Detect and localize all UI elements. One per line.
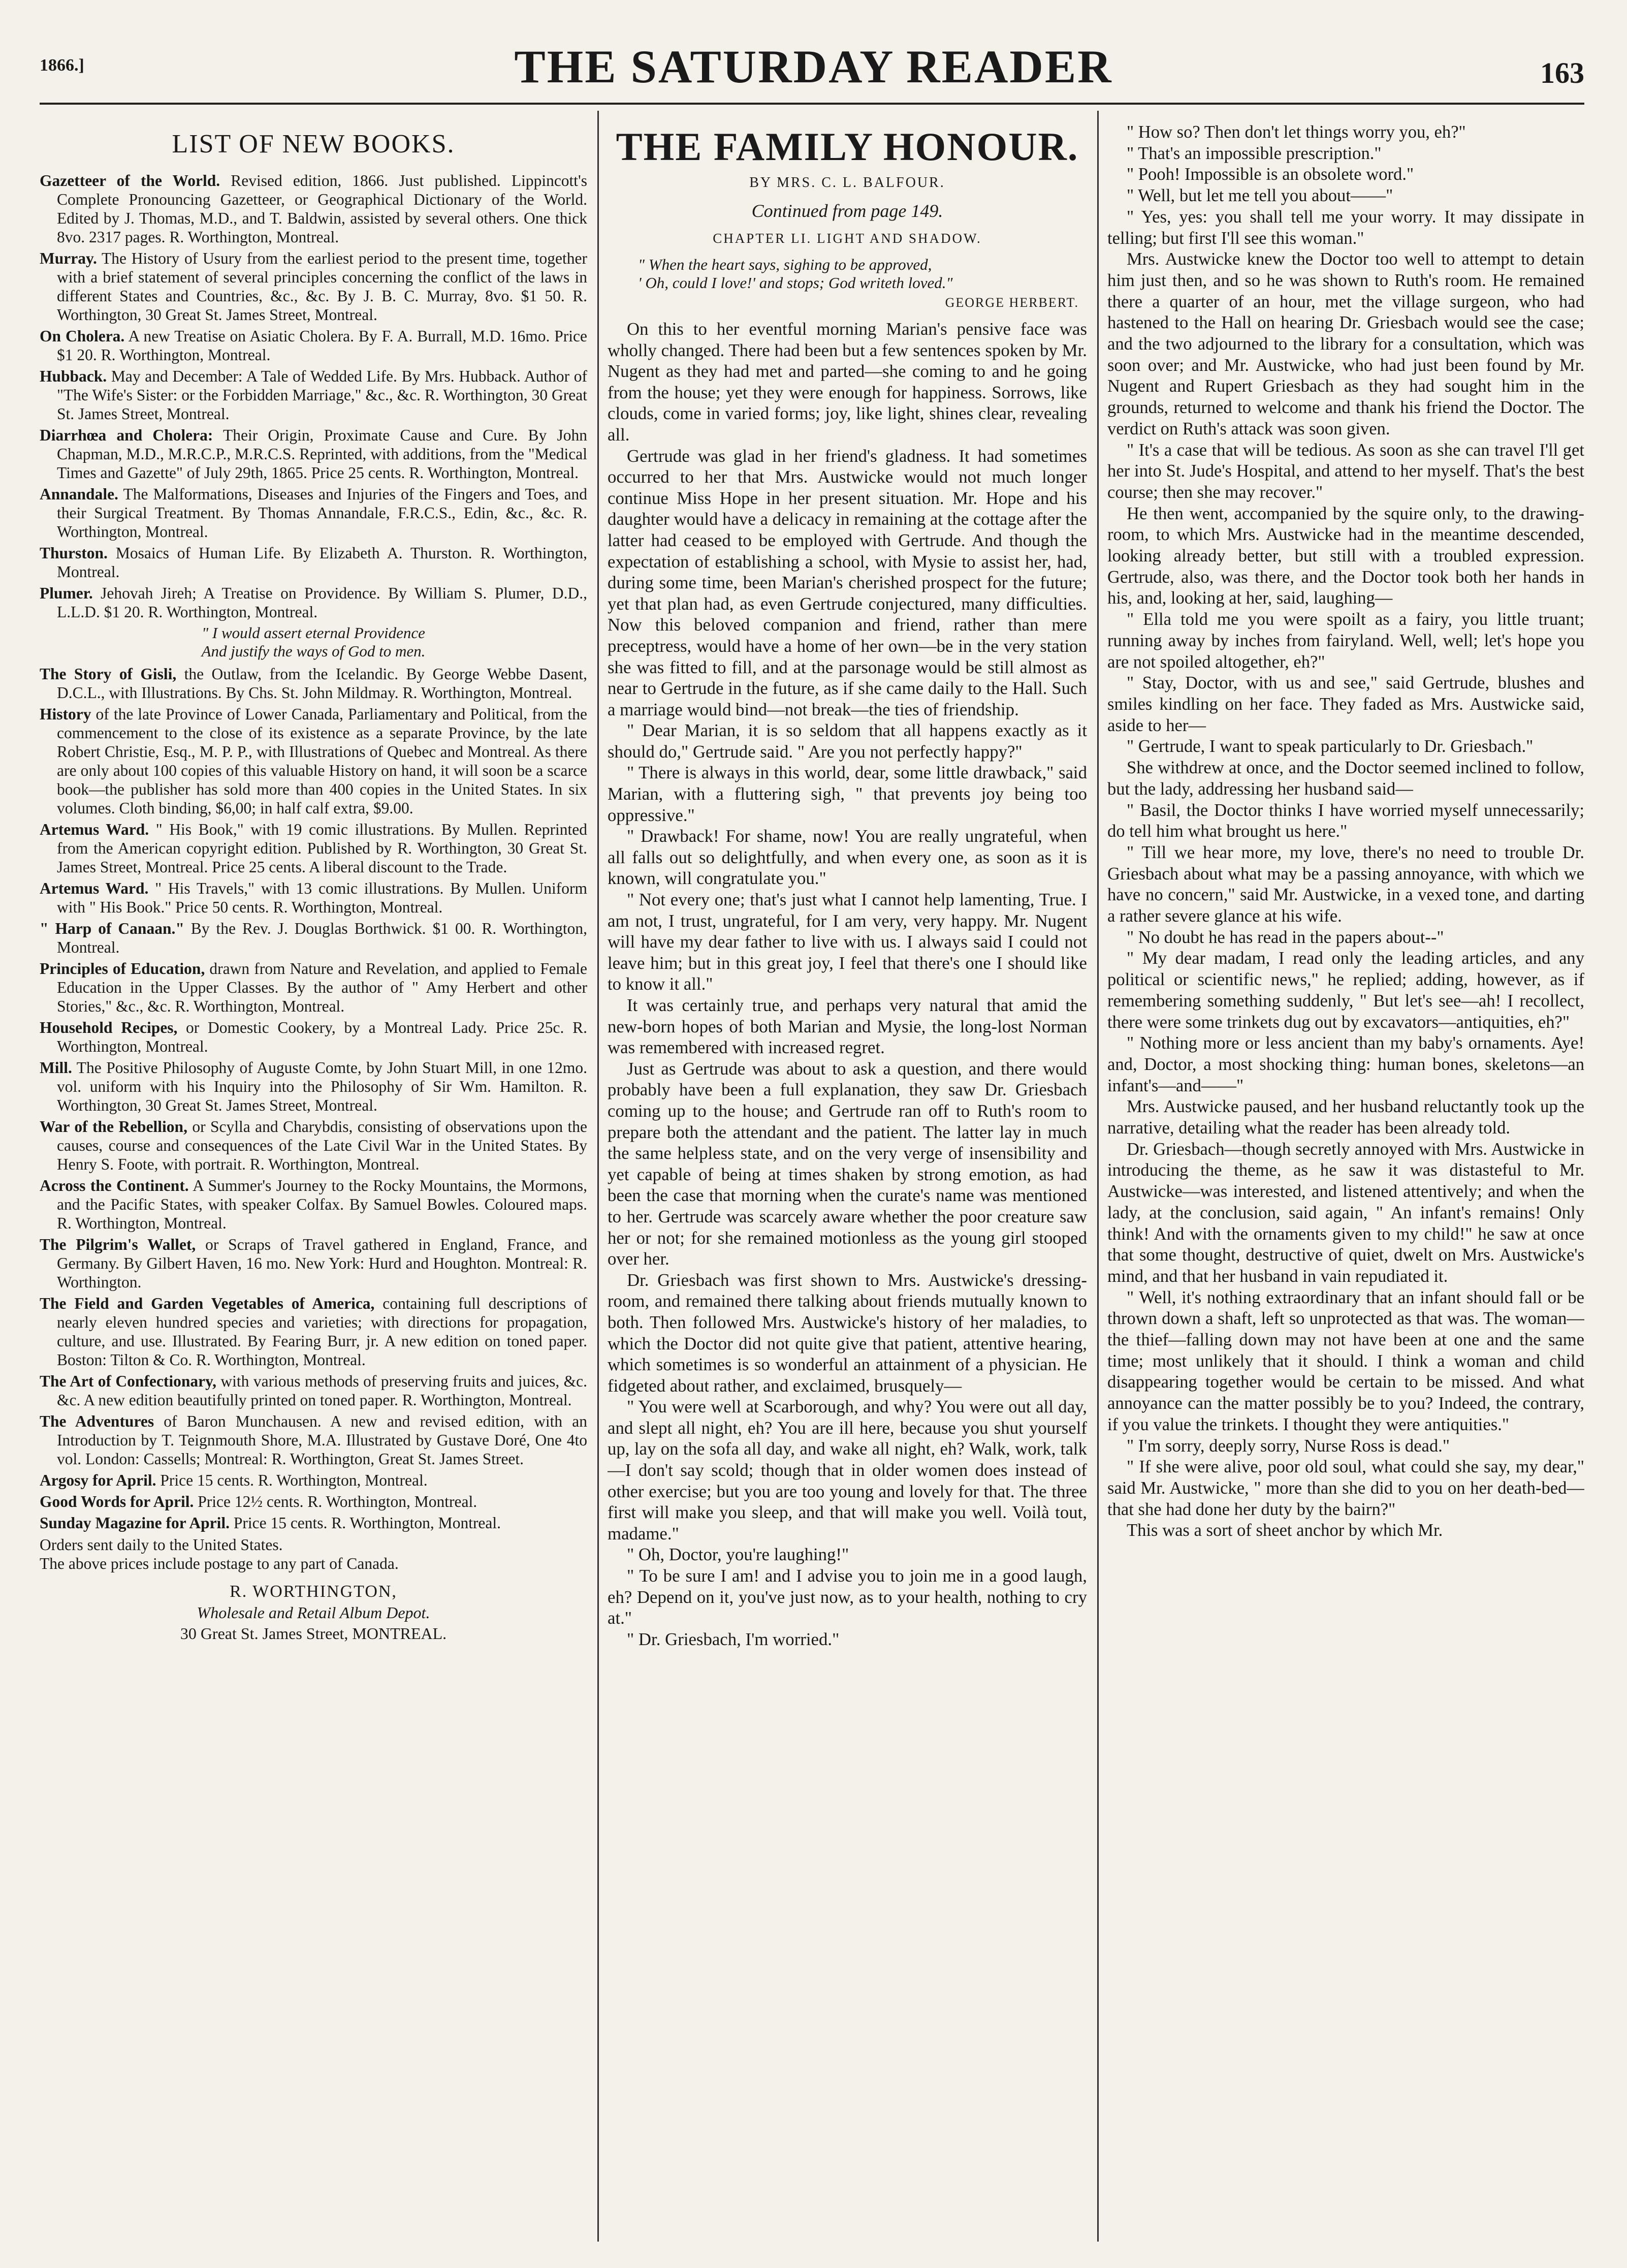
book-entry-text: The Malformations, Diseases and Injuries of the Fingers and Toes, and their Surgical Treatment. By Thomas Annandale, F.R.C.S., Edin, &c., &c. R. Worthington, Montreal.	[57, 485, 587, 541]
story-paragraph: " Stay, Doctor, with us and see," said Gertrude, blushes and smiles kindling on her face. They faded as Mrs. Austwicke said, aside to her—	[1107, 673, 1584, 735]
book-entry-head: Sunday Magazine for April.	[40, 1514, 230, 1532]
book-entry	[40, 1235, 587, 1292]
book-entry-head: Hubback.	[40, 367, 107, 385]
story-paragraph: " Basil, the Doctor thinks I have worried myself unnecessarily; do tell him what brought us here."	[1107, 800, 1584, 841]
story-paragraphs-continued	[1107, 122, 1584, 1541]
story-paragraph: " Drawback! For shame, now! You are really ungrateful, when all falls out so delightfully, and when every one, as soon as it is known, will congratulate you."	[608, 826, 1087, 889]
column-divider-1	[597, 111, 599, 2242]
verse-line: And justify the ways of God to men.	[201, 642, 426, 660]
story-paragraph: He then went, accompanied by the squire only, to the drawing-room, to which Mrs. Austwicke had in the meantime descended, looking already better, but still with a troubled expression. Gertrude, also, was there, and the Doctor took both her hands in his, and, looking at her, said, laughing—	[1107, 503, 1584, 608]
book-entry	[40, 327, 587, 364]
signature-name: R. WORTHINGTON,	[230, 1582, 397, 1601]
book-entry-head: Plumer.	[40, 584, 93, 602]
book-entry-text: of Baron Munchausen. A new and revised edition, with an Introduction by T. Teignmouth Shore, M.A. Illustrated by Gustave Doré, One 4to vol. London: Cassells; Montreal: R. Worthington, Great St. James Street.	[57, 1412, 587, 1468]
story-paragraph: " Nothing more or less ancient than my baby's ornaments. Aye! and, Doctor, a most shocking thing: human bones, skeletons—an infant's—and——"	[1107, 1033, 1584, 1095]
book-entry-head: The Story of Gisli,	[40, 665, 177, 683]
verse-line: " I would assert eternal Providence	[202, 624, 425, 642]
page-header	[0, 0, 1627, 107]
story-continued-column	[1107, 122, 1584, 2248]
book-entry-text: A Summer's Journey to the Rocky Mountains, the Mormons, and the Pacific States, with speaker Colfax. By Samuel Bowles. Coloured maps. R. Worthington, Montreal.	[57, 1177, 587, 1232]
story-paragraph: " Till we hear more, my love, there's no need to trouble Dr. Griesbach about what may be a passing annoyance, with which we have no concern," said Mr. Austwicke, in a vexed tone, and darting a rather severe glance at his wife.	[1107, 842, 1584, 926]
book-list-entries-continued	[40, 665, 587, 1532]
book-entry	[40, 584, 587, 621]
story-paragraph: On this to her eventful morning Marian's pensive face was wholly changed. There had been but a few sentences spoken by Mr. Nugent as they had met and parted—she coming to and he going from the house; yet they were enough for happiness. Sorrows, like clouds, come in varied forms; joy, like light, shines clear, revealing all.	[608, 319, 1087, 445]
story-paragraph: Gertrude was glad in her friend's gladness. It had sometimes occurred to her that Mrs. Austwicke would not much longer continue Miss Hope in her present situation. Mr. Hope and his daughter would have a delicacy in remaining at the cottage after the latter had ceased to be employed with Gertrude. And though the expectation of establishing a school, with Mysie to assist her, had, during some time, been Marian's cherished prospect for the future; yet that plan had, as even Gertrude conjectured, many difficulties. Now this beloved companion and friend, rather than mere preceptress, would have a home of her own—be in the very station she was fitted to fill, and at the parsonage would be still almost as near to Gertrude in the future, as if she came daily to the Hall. Such a marriage would bind—not break—the ties of friendship.	[608, 446, 1087, 719]
book-entry-head: " Harp of Canaan."	[40, 920, 184, 937]
header-rule	[40, 103, 1584, 105]
story-paragraph: " You were well at Scarborough, and why? You were out all day, and slept all night, eh? You are ill here, because you shut yourself up, lay on the sofa all day, and wake all night, eh? Walk, work, talk—I don't say scold; though that in older women does instead of other exercise; but you are too young and lovely for that. The three first will make you sleep, and that will make you well. Voilà tout, madame."	[608, 1397, 1087, 1544]
book-entry	[40, 1514, 587, 1532]
book-entry-text: Price 15 cents. R. Worthington, Montreal.	[156, 1471, 428, 1489]
story-paragraph: " How so? Then don't let things worry you, eh?"	[1127, 122, 1466, 142]
story-paragraph: " No doubt he has read in the papers about--"	[1127, 927, 1444, 947]
book-entry-head: The Pilgrim's Wallet,	[40, 1236, 196, 1253]
book-entry-text: or Domestic Cookery, by a Montreal Lady. Price 25c. R. Worthington, Montreal.	[57, 1019, 587, 1055]
book-entry-head: Good Words for April.	[40, 1493, 194, 1510]
book-entry-head: Household Recipes,	[40, 1019, 178, 1036]
book-entry-text: The Positive Philosophy of Auguste Comte, by John Stuart Mill, in one 12mo. vol. uniform with his Inquiry into the Philosophy of Sir Wm. Hamilton. R. Worthington, 30 Great St. James Street, Montreal.	[57, 1059, 587, 1114]
book-entry-head: The Field and Garden Vegetables of America,	[40, 1295, 375, 1312]
book-entry-head: The Art of Confectionary,	[40, 1372, 217, 1390]
book-entry-text: or Scylla and Charybdis, consisting of observations upon the causes, course and consequences of the Late Civil War in the United States. By Henry S. Foote, with portrait. R. Worthington, Montreal.	[57, 1118, 587, 1173]
book-entry-head: Gazetteer of the World.	[40, 172, 220, 190]
epigraph-line: ' Oh, could I love!' and stops; God writeth loved."	[638, 274, 953, 292]
epigraph	[638, 256, 1072, 292]
book-entry-head: On Cholera.	[40, 327, 125, 345]
book-entry-text: Revised edition, 1866. Just published. Lippincott's Complete Pronouncing Gazetteer, or Geographical Dictionary of the World. Edited by J. Thomas, M.D., and T. Baldwin, assisted by several others. One thick 8vo. 2317 pages. R. Worthington, Montreal.	[57, 172, 587, 246]
story-paragraph: Mrs. Austwicke knew the Doctor too well to attempt to detain him just then, and so he was shown to Ruth's room. He remained there a quarter of an hour, met the village surgeon, who had hastened to the Hall on hearing Dr. Griesbach would see the case; and the two adjourned to the library for a consultation, which was soon over; and Mr. Austwicke, who had just been found by Mr. Nugent and Rupert Griesbach as they had sought him in the grounds, returned to welcome and thank his friend the Doctor. The verdict on Ruth's attack was soon given.	[1107, 249, 1584, 438]
story-paragraph: " My dear madam, I read only the leading articles, and any political or scientific news," he replied; adding, however, as if remembering something suddenly, " But let's see—ah! I recollect, there were some trinkets dug out by excavators—antiquities, eh?"	[1107, 949, 1584, 1032]
story-paragraph: Dr. Griesbach—though secretly annoyed with Mrs. Austwicke in introducing the theme, as he saw it was distasteful to Mr. Austwicke—was interested, and listened attentively; and when the lady, at the conclusion, said again, " An infant's remains! Only think! And with the ornaments given to my child!" he saw at once that some thought, destructive of quiet, dwelt on Mrs. Austwicke's mind, and that her husband in vain repudiated it.	[1107, 1139, 1584, 1286]
book-entry	[40, 249, 587, 324]
book-entry	[40, 1117, 587, 1174]
story-paragraph: " Ella told me you were spoilt as a fairy, you little truant; running away by inches from fairyland. Well, well; let's hope you are not spoiled altogether, eh?"	[1107, 610, 1584, 672]
column-divider-2	[1097, 111, 1099, 2242]
story-paragraph: " Dr. Griesbach, I'm worried."	[627, 1629, 840, 1649]
story-paragraph: " It's a case that will be tedious. As soon as she can travel I'll get her into St. Jude's Hospital, and attend to her myself. That's the best course; then she may recover."	[1107, 440, 1584, 502]
book-entry	[40, 1058, 587, 1115]
signature-address: 30 Great St. James Street, MONTREAL.	[180, 1624, 447, 1643]
book-entry	[40, 426, 587, 482]
book-entry-text: or Scraps of Travel gathered in England, France, and Germany. By Gilbert Haven, 16 mo. New York: Hurd and Houghton. Montreal: R. Worthington.	[57, 1236, 587, 1291]
book-entry-head: Artemus Ward.	[40, 821, 149, 838]
book-entry-text: Price 15 cents. R. Worthington, Montreal.	[229, 1514, 501, 1532]
story-paragraph: " There is always in this world, dear, some little drawback," said Marian, with a fluttering sigh, " that prevents joy being too oppressive."	[608, 763, 1087, 825]
book-entry-head: The Adventures	[40, 1412, 154, 1430]
header-date: 1866.]	[40, 56, 84, 75]
book-entry	[40, 1176, 587, 1233]
book-entry-text: the Outlaw, from the Icelandic. By George Webbe Dasent, D.C.L., with Illustrations. By Chs. St. John Mildmay. R. Worthington, Montreal.	[57, 665, 587, 702]
book-entry-text: Price 12½ cents. R. Worthington, Montreal.	[194, 1493, 477, 1510]
book-entry-head: Across the Continent.	[40, 1177, 189, 1194]
chapter-heading: CHAPTER LI. LIGHT AND SHADOW.	[713, 231, 982, 246]
book-entry-head: Artemus Ward.	[40, 879, 149, 897]
story-paragraph: " Pooh! Impossible is an obsolete word."	[1127, 165, 1414, 184]
notice-line: The above prices include postage to any part of Canada.	[40, 1555, 399, 1572]
book-entry-text: " His Book," with 19 comic illustrations. By Mullen. Reprinted from the American copyright edition. Published by R. Worthington, 30 Great St. James Street, Montreal. Price 25 cents. A liberal discount to the Trade.	[57, 821, 587, 876]
book-entry	[40, 544, 587, 581]
story-paragraph: Dr. Griesbach was first shown to Mrs. Austwicke's dressing-room, and remained there talking about friends mutually known to both. Then followed Mrs. Austwicke's history of her maladies, to which the Doctor did not quite give that patient, attentive hearing, which sometimes is so wonderful an attainment of a physician. He fidgeted about rather, and exclaimed, brusquely—	[608, 1270, 1087, 1396]
book-entry	[40, 485, 587, 541]
book-entry-head: Annandale.	[40, 485, 118, 503]
story-paragraph: " That's an impossible prescription."	[1127, 143, 1382, 163]
book-entry-text: The History of Usury from the earliest period to the present time, together with a brief statement of several principles concerning the conflict of the laws in different States and Countries, &c., &c. By J. B. C. Murray, 8vo. $1 50. R. Worthington, 30 Great St. James Street, Montreal.	[57, 249, 587, 324]
book-entry-head: Diarrhœa and Cholera:	[40, 426, 213, 444]
orders-notice	[40, 1535, 587, 1573]
story-paragraph: " Well, but let me tell you about——"	[1127, 186, 1393, 206]
epigraph-author: GEORGE HERBERT.	[945, 295, 1079, 310]
book-entry-head: War of the Rebellion,	[40, 1118, 187, 1136]
story-paragraphs	[608, 319, 1087, 1650]
book-entry-text: Their Origin, Proximate Cause and Cure. By John Chapman, M.D., M.R.C.P., M.R.C.S. Reprinted, with additions, from the "Medical Times and Gazette" of July 29th, 1865. Price 25 cents. R. Worthington, Montreal.	[57, 426, 587, 482]
story-paragraph: It was certainly true, and perhaps very natural that amid the new-born hopes of both Marian and Mysie, the long-lost Norman was remembered with increased regret.	[608, 995, 1087, 1058]
book-entry-text: By the Rev. J. Douglas Borthwick. $1 00. R. Worthington, Montreal.	[57, 920, 587, 956]
book-entry	[40, 367, 587, 423]
story-paragraph: This was a sort of sheet anchor by which Mr.	[1127, 1521, 1443, 1540]
book-list-title: LIST OF NEW BOOKS.	[172, 130, 455, 159]
story-paragraph: " I'm sorry, deeply sorry, Nurse Ross is dead."	[1127, 1436, 1450, 1456]
book-entry	[40, 665, 587, 702]
story-paragraph: " Yes, yes: you shall tell me your worry. It may dissipate in telling; but first I'll see this woman."	[1107, 207, 1584, 248]
book-entry-head: Thurston.	[40, 544, 108, 562]
book-entry	[40, 879, 587, 917]
book-entry-head: Argosy for April.	[40, 1471, 156, 1489]
book-entry	[40, 705, 587, 817]
signature-firm: Wholesale and Retail Album Depot.	[197, 1603, 430, 1622]
story-paragraph: " Oh, Doctor, you're laughing!"	[627, 1545, 849, 1565]
story-paragraph: " Well, it's nothing extraordinary that an infant should fall or be thrown down a shaft, left so unprotected as that was. The woman—the thief—falling down may not have been at one and the same time; most unlikely that it should. I think a woman and child disappearing together would be certain to be missed. And what annoyance can the matter possibly be to you? Indeed, the contrary, if you value the trinkets. I thought they were antiquities."	[1107, 1287, 1584, 1434]
book-entry-head: Mill.	[40, 1059, 72, 1077]
book-entry-text: A new Treatise on Asiatic Cholera. By F. A. Burrall, M.D. 16mo. Price $1 20. R. Worthington, Montreal.	[57, 327, 587, 364]
book-entry	[40, 1372, 587, 1409]
book-list-column	[40, 122, 587, 2248]
book-entry-head: History	[40, 705, 91, 723]
epigraph-line: " When the heart says, sighing to be approved,	[638, 256, 932, 273]
book-entry-text: containing full descriptions of nearly eleven hundred species and varieties; with directions for propagation, culture, and use. Illustrated. By Fearing Burr, jr. A new edition on toned paper. Boston: Tilton & Co. R. Worthington, Montreal.	[57, 1295, 587, 1369]
header-title: THE SATURDAY READER	[514, 41, 1113, 92]
book-entry	[40, 959, 587, 1016]
story-byline: BY MRS. C. L. BALFOUR.	[749, 175, 945, 191]
story-continued-note: Continued from page 149.	[751, 201, 943, 221]
book-entry-text: May and December: A Tale of Wedded Life. By Mrs. Hubback. Author of "The Wife's Sister: or the Forbidden Marriage," &c., &c. R. Worthington, 30 Great St. James Street, Montreal.	[57, 367, 587, 423]
story-paragraph: " Dear Marian, it is so seldom that all happens exactly as it should do," Gertrude said. " Are you not perfectly happy?"	[608, 720, 1087, 762]
book-entry-text: of the late Province of Lower Canada, Parliamentary and Political, from the commencement to the close of its existence as a separate Province, by the late Robert Christie, Esq., M. P. P., with Illustrations of Quebec and Montreal. As there are only about 100 copies of this valuable History on hand, it will soon be a scarce book—the publisher has sold more than 400 copies in the United States. In six volumes. Cloth binding, $6,00; in half calf extra, $9.00.	[57, 705, 587, 817]
book-entry	[40, 1471, 587, 1490]
book-entry-text: " His Travels," with 13 comic illustrations. By Mullen. Uniform with " His Book." Price 50 cents. R. Worthington, Montreal.	[57, 879, 587, 916]
book-entry	[40, 820, 587, 876]
book-list-entries	[40, 171, 587, 621]
book-entry-head: Principles of Education,	[40, 960, 205, 978]
story-paragraph: Just as Gertrude was about to ask a question, and there would probably have been a full explanation, they saw Dr. Griesbach coming up to the house; and Gertrude ran off to Ruth's room to prepare both the attendant and the patient. The latter lay in much the same helpless state, and on the very verge of insensibility and yet capable of being at times shaken by strong emotion, as had been the case that morning when the curate's name was mentioned to her. Gertrude was scarcely aware whether the poor creature saw her or not; for she remained motionless as the young girl stooped over her.	[608, 1058, 1087, 1269]
book-entry-head: Murray.	[40, 249, 97, 267]
book-entry-text: Mosaics of Human Life. By Elizabeth A. Thurston. R. Worthington, Montreal.	[57, 544, 587, 581]
book-entry	[40, 919, 587, 957]
story-paragraph: " If she were alive, poor old soul, what could she say, my dear," said Mr. Austwicke, " more than she did to you on her death-bed—that she had done her duty by the bairn?"	[1107, 1457, 1584, 1519]
book-list-verse	[40, 624, 587, 660]
notice-line: Orders sent daily to the United States.	[40, 1536, 283, 1554]
book-entry	[40, 1492, 587, 1511]
story-paragraph: She withdrew at once, and the Doctor seemed inclined to follow, but the lady, addressing her husband said—	[1107, 758, 1584, 799]
book-entry	[40, 171, 587, 246]
book-entry-text: with various methods of preserving fruits and juices, &c. &c. A new edition beautifully printed on toned paper. R. Worthington, Montreal.	[57, 1372, 587, 1409]
story-paragraph: " Not every one; that's just what I cannot help lamenting, True. I am not, I trust, ungrateful, for I am very, very happy. Mr. Nugent will have my dear father to live with us. I always said I could not leave him; but in this great joy, I feel that there's one I should like to know it all."	[608, 890, 1087, 994]
book-entry-text: drawn from Nature and Revelation, and applied to Female Education in the Upper Classes. By the author of " Amy Herbert and other Stories," &c., &c. R. Worthington, Montreal.	[57, 960, 587, 1015]
story-paragraph: " Gertrude, I want to speak particularly to Dr. Griesbach."	[1127, 737, 1534, 757]
header-page-number: 163	[1540, 56, 1584, 89]
story-paragraph: " To be sure I am! and I advise you to join me in a good laugh, eh? Depend on it, you've just now, as to your health, nothing to cry at."	[608, 1566, 1087, 1628]
story-column	[608, 122, 1087, 2248]
book-entry	[40, 1412, 587, 1468]
book-entry-text: Jehovah Jireh; A Treatise on Providence. By William S. Plumer, D.D., L.L.D. $1 20. R. Worthington, Montreal.	[57, 584, 587, 621]
story-title: THE FAMILY HONOUR.	[616, 124, 1079, 169]
story-paragraph: Mrs. Austwicke paused, and her husband reluctantly took up the narrative, detailing what the reader has been already told.	[1107, 1097, 1584, 1138]
book-entry	[40, 1018, 587, 1056]
book-entry	[40, 1294, 587, 1369]
